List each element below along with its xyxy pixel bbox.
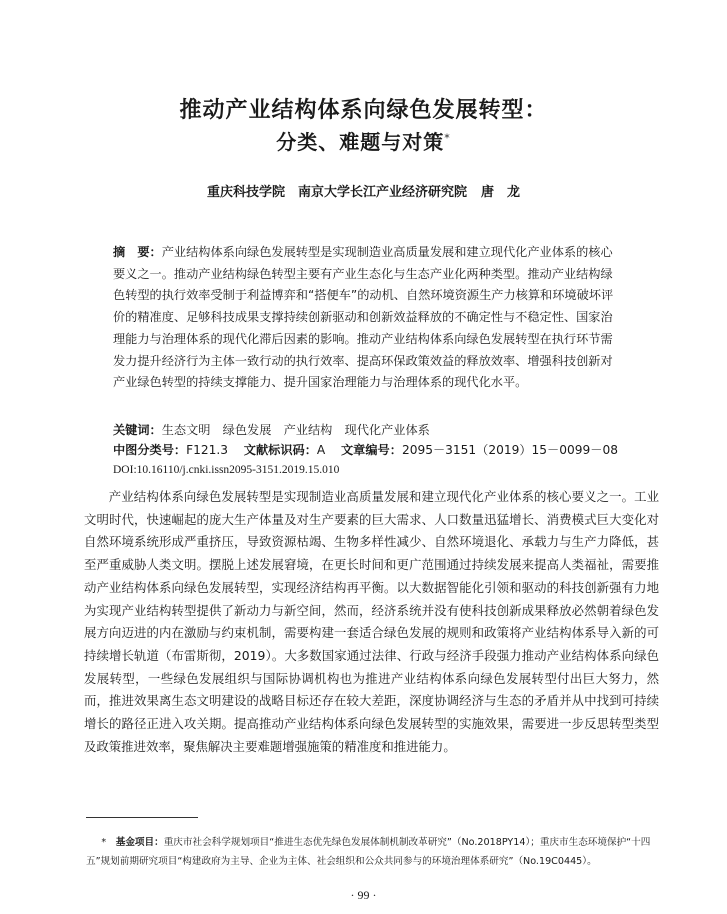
author-line (0, 181, 727, 200)
page-number: · 99 · (350, 888, 377, 902)
footnote-text: 重庆市社会科学规划项目“推进生态优先绿色发展体制机制改革研究”（No.2018PY14）；重庆市生态环境保护“十四五”规划前期研究项目“构建政府为主导、企业为主体、社会组织和公众共同参与的环境治理体系研究”（No.19C0445）。 (86, 837, 651, 867)
article-title-line2: 分类、难题与对策 (276, 130, 445, 154)
author-name: 唐 龙 (481, 185, 521, 200)
doc-code-label: 文献标识码： (243, 443, 317, 457)
article-subtitle (0, 126, 727, 155)
body-text (84, 486, 659, 758)
clc-label: 中图分类号： (113, 443, 187, 457)
doc-code-value: A (316, 443, 326, 457)
abstract-text: 产业结构体系向绿色发展转型是实现制造业高质量发展和建立现代化产业体系的核心要义之一。推动产业结构绿色转型主要有产业生态化与生态产业化两种类型。推动产业结构绿色转型的执行效率受制于利益博弈和“搭便车”的动机、自然环境资源生产力核算和环境破坏评价的精准度、足够科技成果支撑持续创新驱动和创新效益释放的不确定性与不稳定性、国家治理能力与治理体系的现代化滞后因素的影响。推动产业结构体系向绿色发展转型在执行环节需发力提升经济行为主体一致行动的执行效率、提高环保政策效益的释放效率、增强科技创新对产业绿色转型的持续支撑能力、提升国家治理能力与治理体系的现代化水平。 (113, 245, 614, 390)
footnote-marker: * (101, 837, 107, 848)
article-title-line1: 推动产业结构体系向绿色发展转型： (179, 98, 548, 123)
body-paragraph: 产业结构体系向绿色发展转型是实现制造业高质量发展和建立现代化产业体系的核心要义之一。工业文明时代，快速崛起的庞大生产体量及对生产要素的巨大需求、人口数量迅猛增长、消费模式巨大变化对自然环境系统形成严重挤压，导致资源枯竭、生物多样性减少、自然环境退化、承载力与生产力降低，甚至严重威胁人类文明。摆脱上述发展窘境，在更长时间和更广范围通过持续发展来提高人类福祉，需要推动产业结构体系向绿色发展转型，实现经济结构再平衡。以大数据智能化引领和驱动的科技创新强有力地为实现产业结构转型提供了新动力与新空间，然而，经济系统并没有使科技创新成果释放必然朝着绿色发展方向迈进的内在激励与约束机制，需要构建一套适合绿色发展的规则和政策将产业结构体系导入新的可持续增长轨道（布雷斯彻，2019）。大多数国家通过法律、行政与经济手段强力推动产业结构体系向绿色发展转型，一些绿色发展组织与国际协调机构也为推进产业结构体系向绿色发展转型付出巨大努力，然而，推进效果离生态文明建设的战略目标还存在较大差距，深度协调经济与生态的矛盾并从中找到可持续增长的路径正进入攻关期。提高推动产业结构体系向绿色发展转型的实施效果，需要进一步反思转型类型及政策推进效率，聚焦解决主要难题增强施策的精准度和推进能力。 (84, 489, 659, 754)
abstract (113, 242, 618, 394)
article-title (0, 93, 727, 124)
footnote-divider (86, 817, 198, 818)
footnote-label: 基金项目： (115, 837, 164, 848)
author-affiliations: 重庆科技学院 南京大学长江产业经济研究院 (206, 185, 467, 200)
classification-line (113, 440, 623, 460)
keywords-text: 生态文明 绿色发展 产业结构 现代化产业体系 (161, 423, 430, 437)
article-no-value: 2095－3151（2019）15－0099－08 (401, 443, 618, 457)
article-metadata (113, 420, 623, 480)
abstract-label: 摘 要： (113, 245, 162, 259)
clc-value: F121.3 (186, 443, 229, 457)
article-no-label: 文章编号： (341, 443, 402, 457)
title-footnote-marker: * (444, 131, 451, 145)
doi: DOI:10.16110/j.cnki.issn2095-3151.2019.15.010 (113, 464, 340, 476)
keywords-label: 关键词： (113, 423, 162, 437)
footnote (86, 833, 654, 871)
keywords-line (113, 420, 623, 440)
